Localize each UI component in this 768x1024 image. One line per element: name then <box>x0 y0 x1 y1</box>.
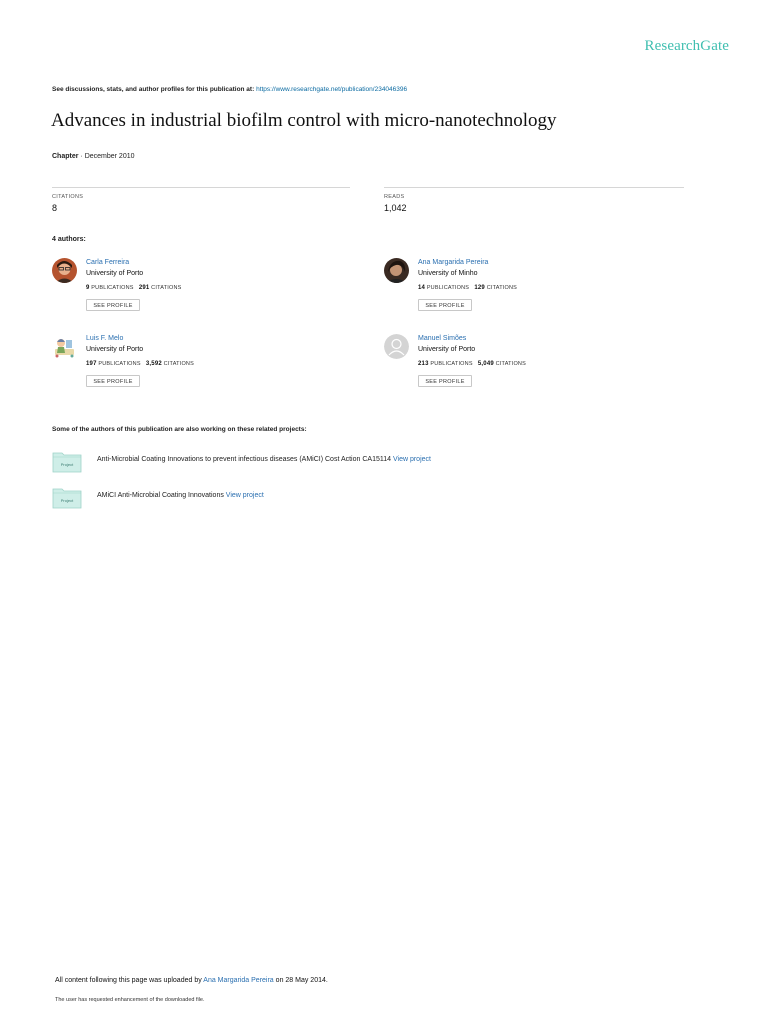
project-title-text: Anti-Microbial Coating Innovations to prevent infectious diseases (AMiCI) Cost Action CA15114 <box>97 456 392 463</box>
project-item <box>52 451 702 473</box>
project-item <box>52 487 702 509</box>
folder-shape-icon <box>52 487 82 509</box>
author-avatar[interactable] <box>384 334 409 359</box>
author-card <box>384 258 684 322</box>
upload-info <box>55 977 328 984</box>
view-project-link[interactable]: View project <box>392 456 431 463</box>
author-photo-icon <box>384 258 409 283</box>
author-avatar[interactable] <box>384 258 409 283</box>
publications-label: PUBLICATIONS <box>98 361 141 367</box>
author-citations-count: 129 <box>474 285 485 291</box>
researchgate-logo[interactable]: ResearchGate <box>644 38 729 54</box>
project-folder-icon[interactable] <box>52 451 82 473</box>
upload-prefix: All content following this page was uploaded by <box>55 977 202 984</box>
default-user-icon <box>384 334 409 359</box>
reads-stat <box>384 194 407 213</box>
project-title-text: AMiCI Anti-Microbial Coating Innovations <box>97 492 224 499</box>
author-institution: University of Minho <box>418 270 478 277</box>
author-card <box>52 258 352 322</box>
citations-stat <box>52 194 83 213</box>
publication-title: Advances in industrial biofilm control with micro-nanotechnology <box>51 110 557 131</box>
author-avatar[interactable] <box>52 334 77 359</box>
see-profile-button[interactable]: SEE PROFILE <box>86 299 140 311</box>
citations-label: CITATIONS <box>163 361 194 367</box>
project-folder-icon[interactable] <box>52 487 82 509</box>
project-icon-label: Project <box>60 462 74 467</box>
author-card <box>384 334 684 398</box>
see-profile-button[interactable]: SEE PROFILE <box>418 375 472 387</box>
author-avatar[interactable] <box>52 258 77 283</box>
uploader-name-link[interactable]: Ana Margarida Pereira <box>203 977 274 984</box>
author-name-link[interactable]: Luis F. Melo <box>86 335 124 342</box>
author-publications-count: 9 <box>86 285 90 291</box>
citations-label: CITATIONS <box>486 285 518 291</box>
publication-type: Chapter <box>52 153 79 160</box>
reads-divider <box>384 187 684 188</box>
citations-divider <box>52 187 350 188</box>
author-stats <box>418 361 526 367</box>
author-publications-count: 14 <box>418 285 426 291</box>
author-institution: University of Porto <box>86 270 144 277</box>
author-name-link[interactable]: Ana Margarida Pereira <box>418 259 489 266</box>
meta-separator: · <box>78 153 85 160</box>
author-stats <box>418 285 517 291</box>
project-icon-label: Project <box>60 498 74 503</box>
related-projects-label: Some of the authors of this publication are also working on these related projects: <box>52 426 307 433</box>
author-stats <box>86 361 194 367</box>
discussion-prefix: See discussions, stats, and author profiles for this publication at: <box>52 86 255 93</box>
view-project-link[interactable]: View project <box>225 492 264 499</box>
publication-date: December 2010 <box>84 153 135 160</box>
project-title <box>97 492 264 499</box>
enhancement-note: The user has requested enhancement of the downloaded file. <box>55 997 205 1003</box>
see-profile-button[interactable]: SEE PROFILE <box>418 299 472 311</box>
author-institution: University of Porto <box>418 346 476 353</box>
author-name-link[interactable]: Manuel Simões <box>418 335 467 342</box>
publication-meta <box>52 153 135 160</box>
publications-label: PUBLICATIONS <box>430 361 473 367</box>
author-institution: University of Porto <box>86 346 144 353</box>
reads-label: READS <box>384 194 405 200</box>
folder-shape-icon <box>52 451 82 473</box>
see-profile-button[interactable]: SEE PROFILE <box>86 375 140 387</box>
citations-label: CITATIONS <box>52 194 84 200</box>
author-photo-icon <box>52 258 77 283</box>
publications-label: PUBLICATIONS <box>426 285 470 291</box>
author-stats <box>86 285 182 291</box>
reads-count: 1,042 <box>384 203 407 213</box>
publications-label: PUBLICATIONS <box>91 285 134 291</box>
author-publications-count: 213 <box>418 361 429 367</box>
author-name-link[interactable]: Carla Ferreira <box>86 259 130 266</box>
upload-suffix: on 28 May 2014. <box>275 977 328 984</box>
author-card <box>52 334 352 398</box>
author-citations-count: 291 <box>138 285 150 291</box>
citations-label: CITATIONS <box>151 285 182 291</box>
authors-label: 4 authors: <box>52 236 86 243</box>
author-publications-count: 197 <box>86 361 97 367</box>
author-illustration-icon <box>52 334 77 359</box>
citations-count: 8 <box>52 203 58 213</box>
author-citations-count: 5,049 <box>477 361 494 367</box>
project-title <box>97 456 431 463</box>
publication-url-link[interactable]: https://www.researchgate.net/publication/234046396 <box>256 86 408 93</box>
citations-label: CITATIONS <box>495 361 526 367</box>
discussion-line <box>52 86 407 93</box>
author-citations-count: 3,592 <box>145 361 162 367</box>
